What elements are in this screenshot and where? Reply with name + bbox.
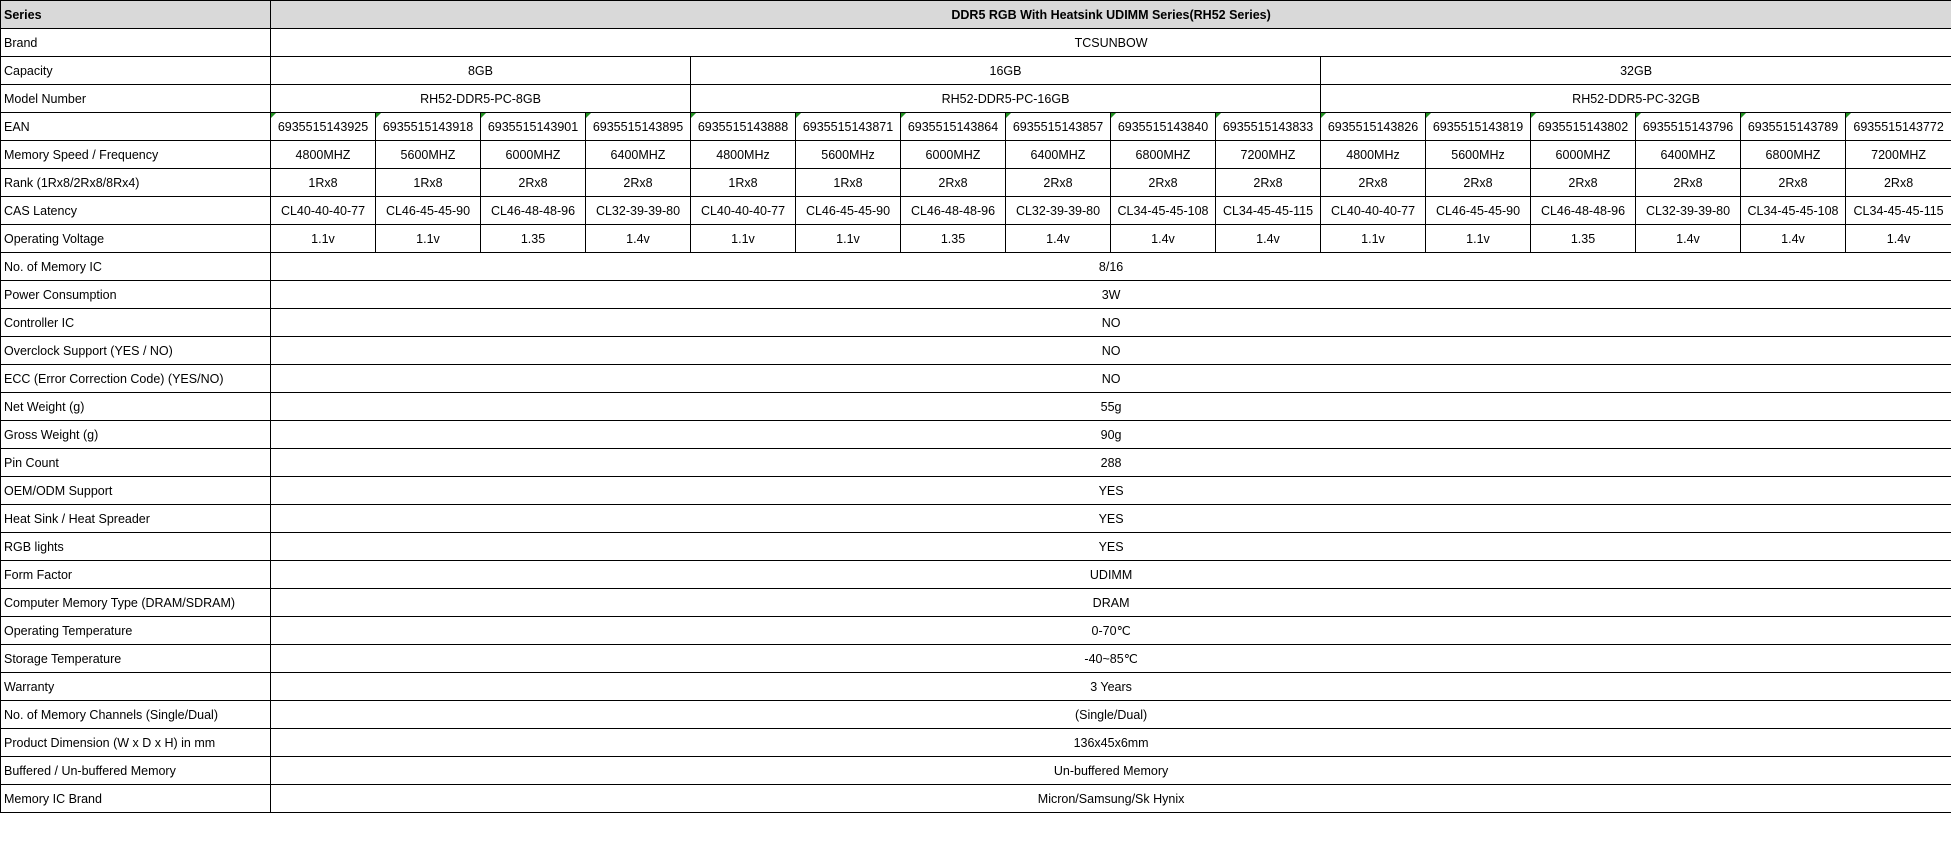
voltage-cell: 1.1v xyxy=(796,225,901,253)
spec-value: -40~85℃ xyxy=(271,645,1951,673)
spec-label: Buffered / Un-buffered Memory xyxy=(1,757,271,785)
spec-row xyxy=(1,449,1951,477)
speed-cell: 6800MHZ xyxy=(1111,141,1216,169)
ean-cell: 6935515143871 xyxy=(796,113,901,141)
spec-row xyxy=(1,757,1951,785)
rank-cell: 2Rx8 xyxy=(1531,169,1636,197)
rank-cell: 2Rx8 xyxy=(1636,169,1741,197)
spec-row xyxy=(1,561,1951,589)
model-number-row xyxy=(1,85,1951,113)
spec-row xyxy=(1,365,1951,393)
series-row xyxy=(1,1,1951,29)
speed-cell: 7200MHZ xyxy=(1846,141,1951,169)
spec-label: Product Dimension (W x D x H) in mm xyxy=(1,729,271,757)
voltage-cell: 1.4v xyxy=(1111,225,1216,253)
speed-cell: 4800MHZ xyxy=(271,141,376,169)
cas-latency-cell: CL32-39-39-80 xyxy=(1636,197,1741,225)
capacity-8gb: 8GB xyxy=(271,57,691,85)
model-number-label: Model Number xyxy=(1,85,271,113)
speed-cell: 6400MHZ xyxy=(1006,141,1111,169)
spec-value: (Single/Dual) xyxy=(271,701,1951,729)
spec-row xyxy=(1,309,1951,337)
cas-latency-cell: CL46-48-48-96 xyxy=(481,197,586,225)
spec-label: Power Consumption xyxy=(1,281,271,309)
ean-cell: 6935515143925 xyxy=(271,113,376,141)
spec-row xyxy=(1,421,1951,449)
cas-latency-cell: CL46-45-45-90 xyxy=(376,197,481,225)
voltage-row xyxy=(1,225,1951,253)
rank-cell: 2Rx8 xyxy=(481,169,586,197)
voltage-cell: 1.4v xyxy=(1006,225,1111,253)
model-number-16gb: RH52-DDR5-PC-16GB xyxy=(691,85,1321,113)
speed-cell: 6000MHZ xyxy=(1531,141,1636,169)
spec-label: Controller IC xyxy=(1,309,271,337)
voltage-cell: 1.1v xyxy=(1426,225,1531,253)
capacity-label: Capacity xyxy=(1,57,271,85)
voltage-cell: 1.35 xyxy=(1531,225,1636,253)
spec-label: Form Factor xyxy=(1,561,271,589)
spec-label: Overclock Support (YES / NO) xyxy=(1,337,271,365)
spec-row xyxy=(1,533,1951,561)
spec-row xyxy=(1,477,1951,505)
spec-row xyxy=(1,393,1951,421)
rank-cell: 1Rx8 xyxy=(271,169,376,197)
spec-label: ECC (Error Correction Code) (YES/NO) xyxy=(1,365,271,393)
brand-value: TCSUNBOW xyxy=(271,29,1951,57)
rank-cell: 2Rx8 xyxy=(1741,169,1846,197)
rank-label: Rank (1Rx8/2Rx8/8Rx4) xyxy=(1,169,271,197)
spec-value: 136x45x6mm xyxy=(271,729,1951,757)
cas-latency-cell: CL34-45-45-115 xyxy=(1216,197,1321,225)
rank-cell: 1Rx8 xyxy=(796,169,901,197)
rank-cell: 1Rx8 xyxy=(691,169,796,197)
spec-label: Memory IC Brand xyxy=(1,785,271,813)
spec-label: Operating Temperature xyxy=(1,617,271,645)
spec-row xyxy=(1,281,1951,309)
spec-label: No. of Memory IC xyxy=(1,253,271,281)
cas-latency-row xyxy=(1,197,1951,225)
spec-label: No. of Memory Channels (Single/Dual) xyxy=(1,701,271,729)
ean-row xyxy=(1,113,1951,141)
spec-row xyxy=(1,645,1951,673)
spec-row xyxy=(1,505,1951,533)
model-number-8gb: RH52-DDR5-PC-8GB xyxy=(271,85,691,113)
rank-cell: 2Rx8 xyxy=(1846,169,1951,197)
voltage-cell: 1.4v xyxy=(1216,225,1321,253)
spec-value: YES xyxy=(271,533,1951,561)
voltage-cell: 1.4v xyxy=(586,225,691,253)
ean-cell: 6935515143895 xyxy=(586,113,691,141)
ean-cell: 6935515143888 xyxy=(691,113,796,141)
spec-value: 8/16 xyxy=(271,253,1951,281)
spec-value: NO xyxy=(271,337,1951,365)
cas-latency-cell: CL32-39-39-80 xyxy=(586,197,691,225)
spec-value: Micron/Samsung/Sk Hynix xyxy=(271,785,1951,813)
spec-label: Pin Count xyxy=(1,449,271,477)
spec-value: NO xyxy=(271,309,1951,337)
spec-value: 3 Years xyxy=(271,673,1951,701)
rank-row xyxy=(1,169,1951,197)
ean-cell: 6935515143802 xyxy=(1531,113,1636,141)
spec-label: Heat Sink / Heat Spreader xyxy=(1,505,271,533)
ean-cell: 6935515143840 xyxy=(1111,113,1216,141)
spec-value: 3W xyxy=(271,281,1951,309)
series-label: Series xyxy=(1,1,271,29)
voltage-cell: 1.35 xyxy=(481,225,586,253)
voltage-cell: 1.1v xyxy=(691,225,796,253)
speed-cell: 6400MHZ xyxy=(586,141,691,169)
voltage-cell: 1.4v xyxy=(1846,225,1951,253)
speed-cell: 4800MHz xyxy=(1321,141,1426,169)
cas-latency-cell: CL46-48-48-96 xyxy=(1531,197,1636,225)
speed-cell: 6000MHZ xyxy=(901,141,1006,169)
ean-cell: 6935515143789 xyxy=(1741,113,1846,141)
spec-value: 288 xyxy=(271,449,1951,477)
speed-cell: 5600MHZ xyxy=(376,141,481,169)
ean-cell: 6935515143857 xyxy=(1006,113,1111,141)
capacity-16gb: 16GB xyxy=(691,57,1321,85)
spec-label: RGB lights xyxy=(1,533,271,561)
speed-cell: 4800MHz xyxy=(691,141,796,169)
spec-value: Un-buffered Memory xyxy=(271,757,1951,785)
spec-row xyxy=(1,589,1951,617)
spec-label: Gross Weight (g) xyxy=(1,421,271,449)
cas-latency-cell: CL46-45-45-90 xyxy=(796,197,901,225)
ean-cell: 6935515143901 xyxy=(481,113,586,141)
voltage-cell: 1.4v xyxy=(1636,225,1741,253)
rank-cell: 1Rx8 xyxy=(376,169,481,197)
voltage-cell: 1.4v xyxy=(1741,225,1846,253)
ean-cell: 6935515143833 xyxy=(1216,113,1321,141)
rank-cell: 2Rx8 xyxy=(1006,169,1111,197)
spec-label: Computer Memory Type (DRAM/SDRAM) xyxy=(1,589,271,617)
speed-cell: 5600MHz xyxy=(796,141,901,169)
speed-cell: 7200MHZ xyxy=(1216,141,1321,169)
rank-cell: 2Rx8 xyxy=(1426,169,1531,197)
cas-latency-cell: CL32-39-39-80 xyxy=(1006,197,1111,225)
cas-latency-cell: CL34-45-45-108 xyxy=(1741,197,1846,225)
cas-latency-cell: CL46-45-45-90 xyxy=(1426,197,1531,225)
spec-row xyxy=(1,337,1951,365)
capacity-row xyxy=(1,57,1951,85)
spec-row xyxy=(1,617,1951,645)
cas-latency-label: CAS Latency xyxy=(1,197,271,225)
spec-value: NO xyxy=(271,365,1951,393)
spec-label: Warranty xyxy=(1,673,271,701)
ean-cell: 6935515143819 xyxy=(1426,113,1531,141)
capacity-32gb: 32GB xyxy=(1321,57,1951,85)
voltage-cell: 1.35 xyxy=(901,225,1006,253)
voltage-cell: 1.1v xyxy=(376,225,481,253)
cas-latency-cell: CL40-40-40-77 xyxy=(1321,197,1426,225)
spec-value: 0-70℃ xyxy=(271,617,1951,645)
rank-cell: 2Rx8 xyxy=(586,169,691,197)
spec-label: Net Weight (g) xyxy=(1,393,271,421)
speed-row xyxy=(1,141,1951,169)
ean-cell: 6935515143772 xyxy=(1846,113,1951,141)
cas-latency-cell: CL34-45-45-108 xyxy=(1111,197,1216,225)
spec-value: DRAM xyxy=(271,589,1951,617)
spec-value: YES xyxy=(271,477,1951,505)
rank-cell: 2Rx8 xyxy=(901,169,1006,197)
rank-cell: 2Rx8 xyxy=(1321,169,1426,197)
ean-cell: 6935515143826 xyxy=(1321,113,1426,141)
ean-cell: 6935515143796 xyxy=(1636,113,1741,141)
spec-label: OEM/ODM Support xyxy=(1,477,271,505)
voltage-cell: 1.1v xyxy=(1321,225,1426,253)
spec-row xyxy=(1,253,1951,281)
cas-latency-cell: CL34-45-45-115 xyxy=(1846,197,1951,225)
spec-value: UDIMM xyxy=(271,561,1951,589)
spec-row xyxy=(1,673,1951,701)
speed-cell: 6000MHZ xyxy=(481,141,586,169)
ean-cell: 6935515143864 xyxy=(901,113,1006,141)
spec-label: Storage Temperature xyxy=(1,645,271,673)
spec-value: YES xyxy=(271,505,1951,533)
voltage-label: Operating Voltage xyxy=(1,225,271,253)
speed-cell: 6400MHZ xyxy=(1636,141,1741,169)
cas-latency-cell: CL40-40-40-77 xyxy=(271,197,376,225)
ean-cell: 6935515143918 xyxy=(376,113,481,141)
speed-cell: 6800MHZ xyxy=(1741,141,1846,169)
spec-value: 90g xyxy=(271,421,1951,449)
rank-cell: 2Rx8 xyxy=(1111,169,1216,197)
model-number-32gb: RH52-DDR5-PC-32GB xyxy=(1321,85,1951,113)
spec-value: 55g xyxy=(271,393,1951,421)
brand-label: Brand xyxy=(1,29,271,57)
spec-row xyxy=(1,729,1951,757)
series-title: DDR5 RGB With Heatsink UDIMM Series(RH52 Series) xyxy=(271,1,1951,29)
spec-row xyxy=(1,701,1951,729)
cas-latency-cell: CL46-48-48-96 xyxy=(901,197,1006,225)
cas-latency-cell: CL40-40-40-77 xyxy=(691,197,796,225)
voltage-cell: 1.1v xyxy=(271,225,376,253)
ean-label: EAN xyxy=(1,113,271,141)
brand-row xyxy=(1,29,1951,57)
rank-cell: 2Rx8 xyxy=(1216,169,1321,197)
spec-row xyxy=(1,785,1951,813)
speed-label: Memory Speed / Frequency xyxy=(1,141,271,169)
speed-cell: 5600MHz xyxy=(1426,141,1531,169)
